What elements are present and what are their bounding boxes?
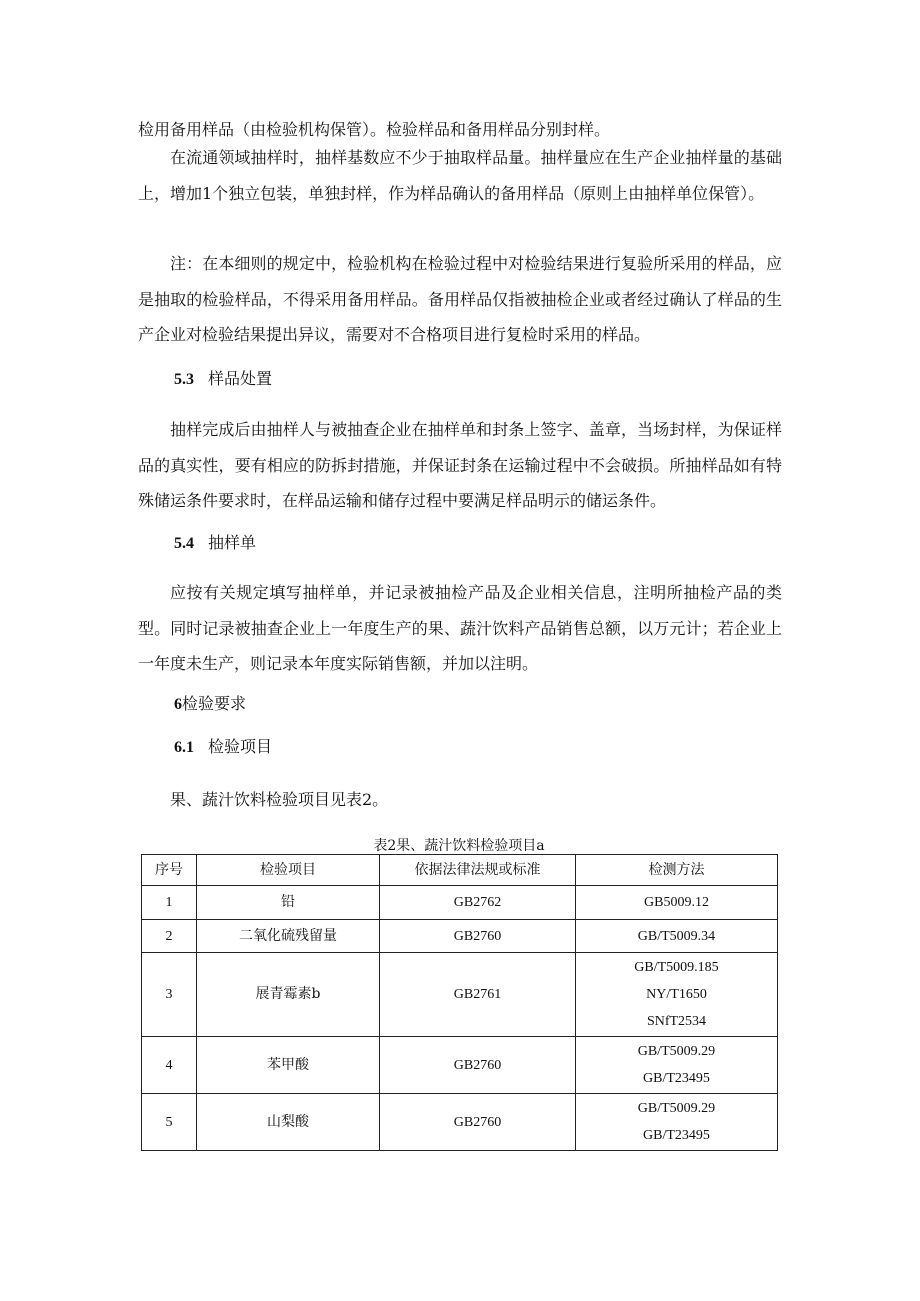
- row-basis: GB2760: [380, 920, 576, 953]
- paragraph-sampling-form: 应按有关规定填写抽样单，并记录被抽检产品及企业相关信息，注明所抽检产品的类型。同时记录被抽查企业上一年度生产的果、蔬汁饮料产品销售总额，以万元计；若企业上一年度未生产，则记录本年度实际销售额，并加以注明。: [138, 583, 782, 673]
- row-method: [576, 920, 778, 953]
- table-header-row: [142, 855, 778, 886]
- method-line: NY/T1650: [646, 987, 707, 1002]
- method-line: GB5009.12: [644, 895, 709, 910]
- section-title: 检验项目: [208, 737, 273, 756]
- table-row: [142, 886, 778, 920]
- method-line: GB/T23495: [643, 1128, 710, 1143]
- row-seq: 5: [142, 1094, 197, 1151]
- section-title: 样品处置: [208, 369, 273, 388]
- section-heading-6: [174, 694, 246, 715]
- row-method: [576, 1094, 778, 1151]
- paragraph-note-retest-samples: 注：在本细则的规定中，检验机构在检验过程中对检验结果进行复验所采用的样品，应是抽取的检验样品，不得采用备用样品。备用样品仅指被抽检企业或者经过确认了样品的生产企业对检验结果提出异议，需要对不合格项目进行复检时采用的样品。: [138, 254, 782, 344]
- table-row: [142, 1094, 778, 1151]
- table-row: [142, 920, 778, 953]
- row-basis: GB2760: [380, 1094, 576, 1151]
- row-seq: 1: [142, 886, 197, 920]
- method-line: GB/T5009.34: [637, 928, 716, 944]
- section-title: 抽样单: [208, 533, 257, 552]
- row-method: [576, 1037, 778, 1094]
- table-row: [142, 1037, 778, 1094]
- table-row: [142, 953, 778, 1037]
- method-line: GB/T5009.29: [637, 1101, 716, 1116]
- section-heading-6-1: [174, 737, 272, 758]
- row-seq: 4: [142, 1037, 197, 1094]
- header-basis: 依据法律法规或标准: [380, 855, 576, 886]
- header-seq: 序号: [142, 855, 197, 886]
- section-number: 6.1: [174, 739, 194, 756]
- section-title: 检验要求: [182, 694, 247, 713]
- section-number: 6: [174, 696, 182, 713]
- paragraph-sample-handling: 抽样完成后由抽样人与被抽查企业在抽样单和封条上签字、盖章，当场封样，为保证样品的真实性，要有相应的防拆封措施，并保证封条在运输过程中不会破损。所抽样品如有特殊储运条件要求时，在样品运输和储存过程中要满足样品明示的储运条件。: [138, 420, 782, 510]
- row-basis: GB2762: [380, 886, 576, 920]
- row-method: [576, 953, 778, 1037]
- method-line: SNfT2534: [646, 1014, 707, 1029]
- section-number: 5.4: [174, 535, 194, 552]
- section-number: 5.3: [174, 371, 194, 388]
- paragraph-table-reference: 果、蔬汁饮料检验项目见表2。: [170, 790, 389, 809]
- row-item: 苯甲酸: [197, 1037, 380, 1094]
- table-caption: 表2果、蔬汁饮料检验项目a: [373, 838, 545, 854]
- header-item: 检验项目: [197, 855, 380, 886]
- row-seq: 2: [142, 920, 197, 953]
- row-item: 山梨酸: [197, 1094, 380, 1151]
- paragraph-circulation-sampling: 在流通领域抽样时，抽样基数应不少于抽取样品量。抽样量应在生产企业抽样量的基础上，增加1个独立包装，单独封样，作为样品确认的备用样品（原则上由抽样单位保管）。: [138, 148, 782, 203]
- row-basis: GB2761: [380, 953, 576, 1037]
- row-method: [576, 886, 778, 920]
- section-heading-5-3: [174, 369, 272, 390]
- method-line: GB/T23495: [643, 1071, 710, 1086]
- inspection-items-table: [141, 854, 778, 1151]
- row-item: 展青霉素b: [197, 953, 380, 1037]
- paragraph-backup-sample-custody: 检用备用样品（由检验机构保管）。检验样品和备用样品分别封样。: [138, 120, 611, 139]
- row-seq: 3: [142, 953, 197, 1037]
- row-item: 铅: [197, 886, 380, 920]
- method-line: GB/T5009.185: [634, 960, 719, 975]
- section-heading-5-4: [174, 533, 256, 554]
- header-method: 检测方法: [576, 855, 778, 886]
- method-line: GB/T5009.29: [637, 1044, 716, 1059]
- row-item: 二氧化硫残留量: [197, 920, 380, 953]
- row-basis: GB2760: [380, 1037, 576, 1094]
